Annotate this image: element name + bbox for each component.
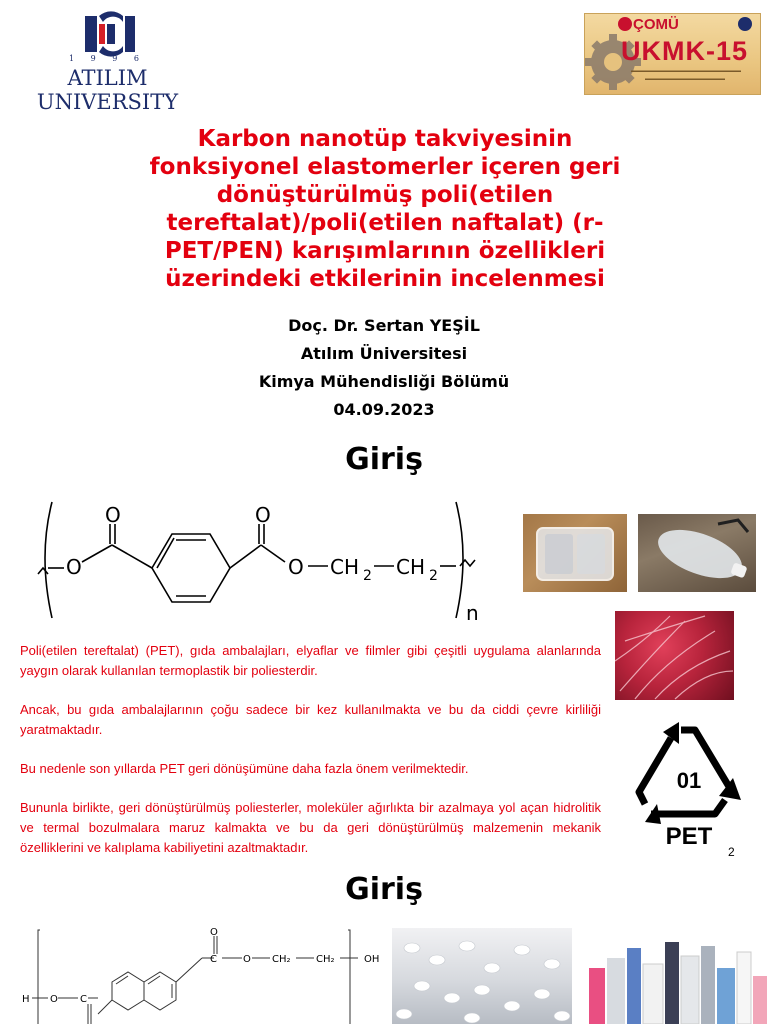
conference-subtitle-line1: ▬▬▬▬▬▬▬▬▬▬▬▬▬▬▬▬▬▬▬▬▬▬ xyxy=(631,68,741,74)
pen-hydroxyl: OH xyxy=(364,954,380,965)
paragraph: Poli(etilen tereftalat) (PET), gıda ambalajları, elyaflar ve filmler gibi çeşitli uygulama alanlarında yaygın olarak kullanılan termoplastik bir poliesterdir. xyxy=(20,643,601,678)
pen-oxygen-left: O xyxy=(50,994,58,1005)
pet-oxygen-right: O xyxy=(288,555,304,579)
pet-repeat-n: n xyxy=(466,601,479,625)
conference-badge xyxy=(584,13,761,95)
university-name-line2: UNIVERSITY xyxy=(36,90,179,114)
plastic-bottles-photo xyxy=(583,928,768,1024)
pet-oxygen-left: O xyxy=(66,555,82,579)
plastic-pellets-photo xyxy=(392,928,572,1024)
paragraph: Bununla birlikte, geri dönüştürülmüş poliesterler, moleküler ağırlıkta bir azalmaya yol açan hidrolitik ve termal bozulmalara maruz kalmakta ve bu da geri dönüştürülmüş malzemenin mekanik özelliklerini ve kalıplama kabiliyetini azaltmaktadır. xyxy=(20,800,601,855)
body-text xyxy=(20,641,601,877)
pet-structure-diagram xyxy=(30,496,490,626)
pet-ch2-a: CH xyxy=(330,555,360,579)
author-block xyxy=(150,312,618,424)
slide-title xyxy=(95,125,675,293)
pet-ch2-sub-a: 2 xyxy=(363,568,372,584)
pen-ch2-b: CH₂ xyxy=(316,954,335,965)
paragraph: Ancak, bu gıda ambalajlarının çoğu sadece bir kez kullanılmakta ve bu da ciddi çevre kirliliği yaratmaktadır. xyxy=(20,702,601,737)
title-line: tereftalat)/poli(etilen naftalat) (r- xyxy=(166,210,604,236)
recycle-label: PET xyxy=(665,823,713,848)
conference-subtitle-line2: ▬▬▬▬▬▬▬▬▬▬▬▬▬▬▬▬ xyxy=(645,76,725,82)
plastic-containers-photo xyxy=(523,514,627,592)
author-name: Doç. Dr. Sertan YEŞİL xyxy=(288,316,480,335)
conference-university: ÇOMÜ xyxy=(633,16,679,33)
title-line: fonksiyonel elastomerler içeren geri xyxy=(149,154,621,180)
section-heading-intro-2: Giriş xyxy=(345,872,423,907)
university-name xyxy=(30,66,185,114)
recycle-icon xyxy=(633,718,745,848)
pen-ch2-a: CH₂ xyxy=(272,954,291,965)
university-name-line1: ATILIM xyxy=(67,66,148,90)
plastic-bottle-photo xyxy=(638,514,756,592)
pen-ester-oxygen: O xyxy=(243,954,251,965)
title-line: Karbon nanotüp takviyesinin xyxy=(197,126,573,152)
recycle-code: 01 xyxy=(676,768,702,793)
pen-carbon: C xyxy=(210,954,217,965)
polyester-fiber-photo xyxy=(615,611,734,700)
pet-ch2-b: CH xyxy=(396,555,426,579)
pen-structure-diagram xyxy=(18,926,390,1024)
title-line: dönüştürülmüş poli(etilen xyxy=(216,182,554,208)
section-heading-intro: Giriş xyxy=(345,442,423,477)
pet-ch2-sub-b: 2 xyxy=(429,568,438,584)
page-number: 2 xyxy=(728,845,735,859)
pet-carbonyl-oxygen-2: O xyxy=(255,503,271,527)
university-founding-year: 1 9 9 6 xyxy=(69,54,146,63)
pen-carbon-left: C xyxy=(80,994,87,1005)
title-line: üzerindeki etkilerinin incelenmesi xyxy=(165,266,605,292)
pen-carbonyl-oxygen: O xyxy=(210,927,218,938)
presentation-date: 04.09.2023 xyxy=(333,400,435,419)
author-institution: Atılım Üniversitesi xyxy=(300,344,468,363)
conference-name: UKMK-15 xyxy=(621,36,749,66)
pen-hydrogen: H xyxy=(22,994,30,1005)
author-department: Kimya Mühendisliği Bölümü xyxy=(258,372,510,391)
paragraph: Bu nedenle son yıllarda PET geri dönüşümüne daha fazla önem verilmektedir. xyxy=(20,761,469,776)
pet-carbonyl-oxygen-1: O xyxy=(105,503,121,527)
title-line: PET/PEN) karışımlarının özellikleri xyxy=(164,238,606,264)
